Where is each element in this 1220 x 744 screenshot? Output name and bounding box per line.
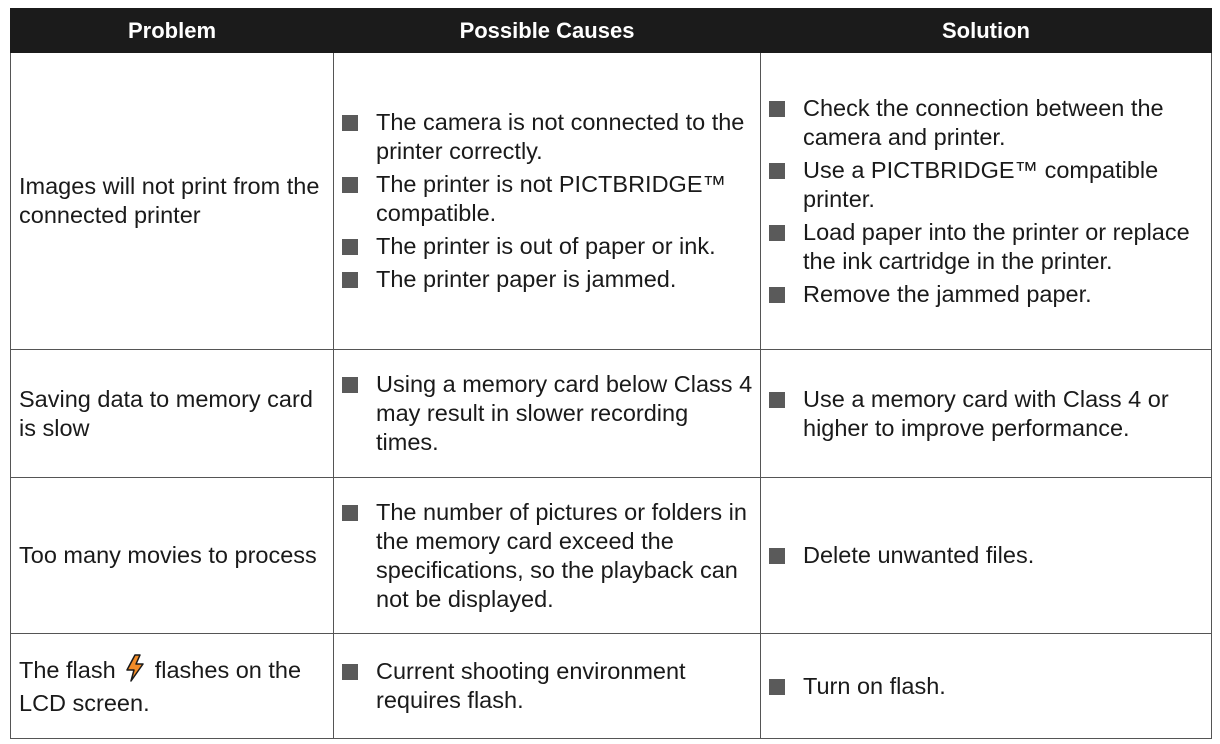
list-item [342, 657, 754, 715]
problem-cell: Images will not print from the connected printer [11, 53, 334, 350]
solution-text: Delete unwanted files. [803, 542, 1035, 568]
flash-icon [124, 654, 146, 689]
table-row [11, 53, 1212, 350]
square-bullet-icon [769, 101, 785, 117]
header-possible-causes: Possible Causes [334, 9, 761, 53]
causes-list [334, 498, 760, 614]
list-item [342, 370, 754, 457]
causes-cell [334, 350, 761, 478]
square-bullet-icon [342, 115, 358, 131]
solution-cell [761, 53, 1212, 350]
list-item [769, 280, 1205, 309]
troubleshooting-table [10, 8, 1212, 739]
list-item [769, 94, 1205, 152]
header-solution: Solution [761, 9, 1212, 53]
causes-cell [334, 53, 761, 350]
table-row [11, 350, 1212, 478]
cause-text: Using a memory card below Class 4 may result in slower recording times. [376, 371, 753, 455]
header-problem: Problem [11, 9, 334, 53]
solution-text: Turn on flash. [803, 672, 946, 699]
solution-text: Use a PICTBRIDGE™ compatible printer. [803, 156, 1159, 212]
square-bullet-icon [342, 377, 358, 393]
causes-list [334, 108, 760, 294]
solutions-list [761, 541, 1211, 570]
square-bullet-icon [769, 392, 785, 408]
solution-cell [761, 350, 1212, 478]
cause-text: The camera is not connected to the printer correctly. [376, 109, 745, 164]
cause-text: The printer is not PICTBRIDGE™ compatible. [376, 171, 726, 226]
list-item [769, 218, 1205, 276]
causes-cell [334, 634, 761, 739]
list-item [769, 541, 1205, 570]
list-item [342, 498, 754, 614]
problem-text-after-icon: flashes on the LCD screen. [19, 657, 302, 716]
problem-cell: Saving data to memory card is slow [11, 350, 334, 478]
problem-cell: Too many movies to process [11, 478, 334, 634]
causes-cell [334, 478, 761, 634]
square-bullet-icon [769, 548, 785, 564]
cause-text: The number of pictures or folders in the memory card exceed the specifications, so the playback can not be displayed. [376, 498, 747, 612]
square-bullet-icon [769, 287, 785, 303]
square-bullet-icon [342, 272, 358, 288]
solution-text: Check the connection between the camera and printer. [803, 94, 1164, 150]
square-bullet-icon [769, 679, 785, 695]
solution-cell [761, 478, 1212, 634]
square-bullet-icon [342, 664, 358, 680]
list-item [342, 232, 754, 261]
square-bullet-icon [342, 177, 358, 193]
table-header-row [11, 9, 1212, 53]
cause-text: The printer paper is jammed. [376, 266, 677, 292]
list-item [342, 108, 754, 166]
problem-cell [11, 634, 334, 739]
solution-text: Remove the jammed paper. [803, 280, 1092, 307]
table-row [11, 478, 1212, 634]
solution-text: Use a memory card with Class 4 or higher to improve performance. [803, 385, 1169, 441]
causes-list [334, 657, 760, 715]
list-item [342, 265, 754, 294]
cause-text: Current shooting environment requires flash. [376, 658, 686, 713]
solution-cell [761, 634, 1212, 739]
square-bullet-icon [342, 239, 358, 255]
solutions-list [761, 94, 1211, 309]
list-item [769, 672, 1205, 701]
list-item [769, 156, 1205, 214]
solution-text: Load paper into the printer or replace the ink cartridge in the printer. [803, 218, 1190, 274]
problem-text-before-icon: The flash [19, 657, 116, 683]
causes-list [334, 370, 760, 457]
list-item [342, 170, 754, 228]
table-row [11, 634, 1212, 739]
square-bullet-icon [342, 505, 358, 521]
cause-text: The printer is out of paper or ink. [376, 233, 716, 259]
square-bullet-icon [769, 163, 785, 179]
solutions-list [761, 672, 1211, 701]
square-bullet-icon [769, 225, 785, 241]
solutions-list [761, 385, 1211, 443]
list-item [769, 385, 1205, 443]
